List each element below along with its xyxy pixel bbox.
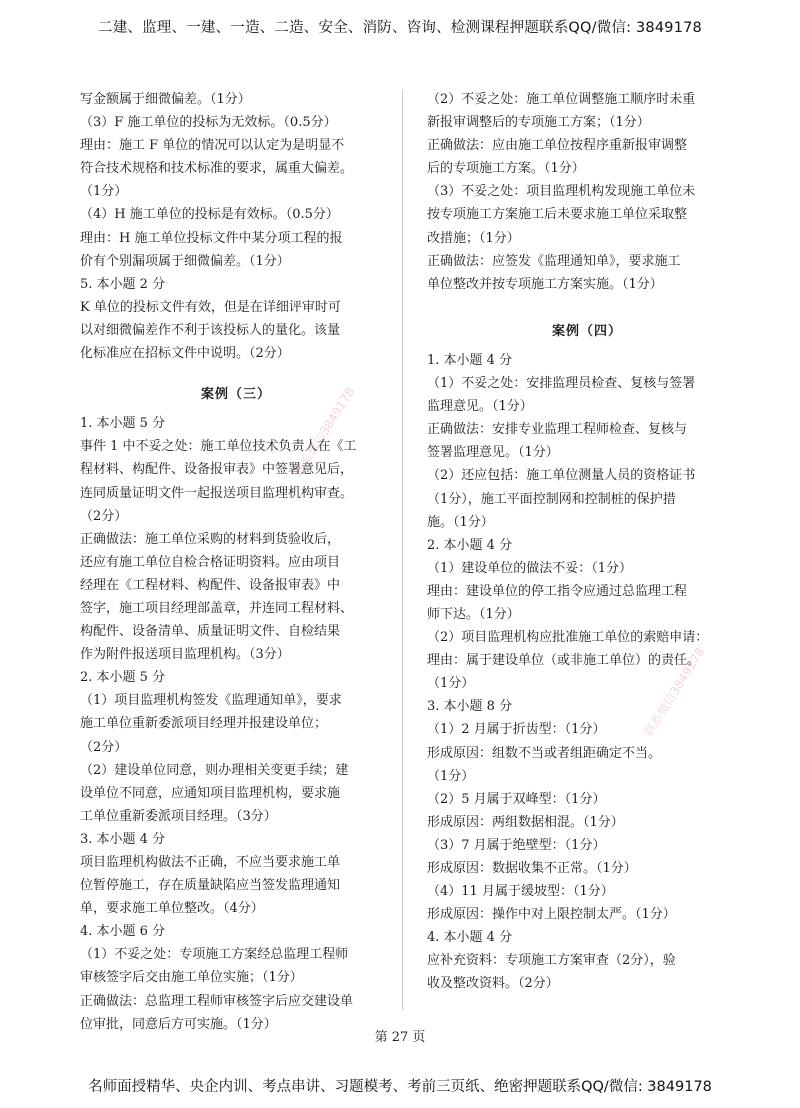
- text-line: 监理意见。（1分）: [427, 399, 533, 415]
- question-heading: 5. 本小题 2 分: [80, 276, 166, 292]
- text-line: （1分），施工平面控制网和控制桩的保护措: [427, 491, 676, 507]
- text-line: （1分）: [80, 184, 128, 200]
- text-line: 化标准应在招标文件中说明。（2分）: [80, 346, 290, 362]
- text-line: 写金额属于细微偏差。（1分）: [80, 92, 251, 107]
- text-line: （1）不妥之处：安排监理员检查、复核与签署: [427, 376, 696, 392]
- text-line: （1分）: [427, 768, 475, 784]
- text-line: （3）不妥之处：项目监理机构发现施工单位未: [427, 184, 696, 200]
- text-line: 理由：属于建设单位（或非施工单位）的责任。: [427, 653, 701, 669]
- text-line: 价有个别漏项属于细微偏差。（1分）: [80, 253, 290, 269]
- text-line: 连同质量证明文件一起报送项目监理机构审查。: [80, 485, 354, 501]
- text-line: 新报审调整后的专项施工方案；（1分）: [427, 115, 650, 131]
- text-line: 符合技术规格和技术标准的要求，属重大偏差。: [80, 161, 354, 177]
- left-column: [80, 88, 392, 1036]
- column-divider: [402, 90, 403, 1010]
- text-line: 工单位重新委派项目经理。（3分）: [80, 808, 277, 824]
- text-line: （1）不妥之处：专项施工方案经总监理工程师: [80, 947, 349, 963]
- question-heading: 2. 本小题 4 分: [427, 537, 513, 553]
- page-header: 二建、监理、一建、一造、二造、安全、消防、咨询、检测课程押题联系QQ/微信: 3849178: [98, 20, 702, 36]
- text-line: 正确做法：施工单位采购的材料到货验收后，: [80, 531, 341, 547]
- text-line: （2分）: [80, 508, 128, 524]
- text-line: 事件 1 中不妥之处：施工单位技术负责人在《工: [80, 439, 357, 455]
- text-line: 后的专项施工方案。（1分）: [427, 161, 585, 177]
- text-line: 经理在《工程材料、构配件、设备报审表》中: [80, 577, 341, 593]
- text-line: 形成原因：数据收集不正常。（1分）: [427, 861, 637, 876]
- text-line: 正确做法：安排专业监理工程师检查、复核与: [427, 422, 688, 438]
- text-line: 收及整改资料。（2分）: [427, 976, 559, 992]
- page-footer: 名师面授精华、央企内训、考点串讲、习题模考、考前三页纸、绝密押题联系QQ/微信: 3849178: [88, 1079, 712, 1095]
- text-line: 单，要求施工单位整改。（4分）: [80, 901, 264, 917]
- text-line: 单位整改并按专项施工方案实施。（1分）: [427, 276, 663, 292]
- text-line: 设单位不同意，应通知项目监理机构，要求施: [80, 785, 341, 801]
- text-line: 施工单位重新委派项目经理并报建设单位；: [80, 716, 328, 732]
- text-line: 施。（1分）: [427, 514, 494, 530]
- text-line: 程材料、构配件、设备报审表》中签署意见后，: [80, 462, 354, 478]
- text-line: 构配件、设备清单、质量证明文件、自检结果: [80, 624, 341, 640]
- text-line: 签署监理意见。（1分）: [427, 445, 559, 461]
- section-title: 案例（四）: [551, 323, 622, 339]
- text-line: 师下达。（1分）: [427, 606, 520, 622]
- section-title: 案例（三）: [200, 387, 271, 403]
- text-line: 审核签字后交由施工单位实施；（1分）: [80, 970, 303, 986]
- text-line: 应补充资料：专项施工方案审查（2分），验: [427, 953, 676, 969]
- question-heading: 1. 本小题 4 分: [427, 352, 513, 368]
- text-line: 项目监理机构做法不正确，不应当要求施工单: [80, 855, 341, 870]
- text-line: 作为附件报送项目监理机构。（3分）: [80, 647, 290, 663]
- text-line: 还应有施工单位自检合格证明资料。应由项目: [80, 554, 341, 570]
- text-line: （1分）: [427, 676, 475, 692]
- question-heading: 2. 本小题 5 分: [80, 670, 166, 686]
- text-line: （2分）: [80, 739, 128, 755]
- text-line: （2）建设单位同意，则办理相关变更手续；建: [80, 762, 349, 778]
- text-line: （2）5 月属于双峰型：（1分）: [427, 791, 606, 807]
- text-line: （2）不妥之处：施工单位调整施工顺序时未重: [427, 92, 696, 107]
- text-line: 按专项施工方案施工后未要求施工单位采取整: [427, 207, 688, 223]
- text-line: （3）F 施工单位的投标为无效标。（0.5分）: [80, 115, 337, 131]
- page-number: 第 27 页: [374, 1030, 426, 1045]
- text-line: （2）项目监理机构应批准施工单位的索赔申请：: [427, 630, 709, 646]
- text-line: K 单位的投标文件有效，但是在详细评审时可: [80, 299, 341, 315]
- text-line: （4）H 施工单位的投标是有效标。（0.5分）: [80, 207, 339, 223]
- text-line: （2）还应包括：施工单位测量人员的资格证书: [427, 468, 696, 484]
- text-line: （4）11 月属于缓坡型：（1分）: [427, 884, 614, 900]
- watermark: 联系微信3849178: [291, 385, 358, 479]
- question-heading: 1. 本小题 5 分: [80, 416, 166, 432]
- question-heading: 4. 本小题 4 分: [427, 930, 513, 946]
- text-line: 正确做法：总监理工程师审核签字后应交建设单: [80, 993, 354, 1009]
- text-line: （1）建设单位的做法不妥：（1分）: [427, 560, 633, 576]
- text-line: 正确做法：应由施工单位按程序重新报审调整: [427, 138, 688, 154]
- text-line: 位暂停施工，存在质量缺陷应当签发监理通知: [80, 878, 341, 894]
- question-heading: 4. 本小题 6 分: [80, 924, 166, 940]
- text-line: （1）2 月属于折齿型：（1分）: [427, 722, 606, 738]
- watermark: 联系微信3849178: [641, 645, 708, 739]
- text-line: 改措施；（1分）: [427, 230, 520, 246]
- text-line: （3）7 月属于绝壁型：（1分）: [427, 837, 606, 853]
- text-line: 正确做法：应签发《监理通知单》，要求施工: [427, 253, 681, 269]
- text-line: 形成原因：操作中对上限控制太严。（1分）: [427, 907, 676, 923]
- text-line: 签字，施工项目经理部盖章，并连同工程材料、: [80, 600, 354, 616]
- text-line: 形成原因：两组数据相混。（1分）: [427, 814, 624, 830]
- text-line: 以对细微偏差作不利于该投标人的量化。该量: [80, 322, 341, 338]
- text-line: 形成原因：组数不当或者组距确定不当。: [427, 745, 662, 761]
- question-heading: 3. 本小题 4 分: [80, 831, 166, 847]
- text-line: 理由：H 施工单位投标文件中某分项工程的报: [80, 230, 343, 246]
- text-line: 位审批，同意后方可实施。（1分）: [80, 1016, 277, 1032]
- text-line: 理由：施工 F 单位的情况可以认定为是明显不: [80, 138, 345, 154]
- question-heading: 3. 本小题 8 分: [427, 699, 513, 715]
- right-column: [427, 88, 747, 996]
- text-line: 理由：建设单位的停工指令应通过总监理工程: [427, 583, 688, 599]
- text-line: （1）项目监理机构签发《监理通知单》，要求: [80, 693, 342, 709]
